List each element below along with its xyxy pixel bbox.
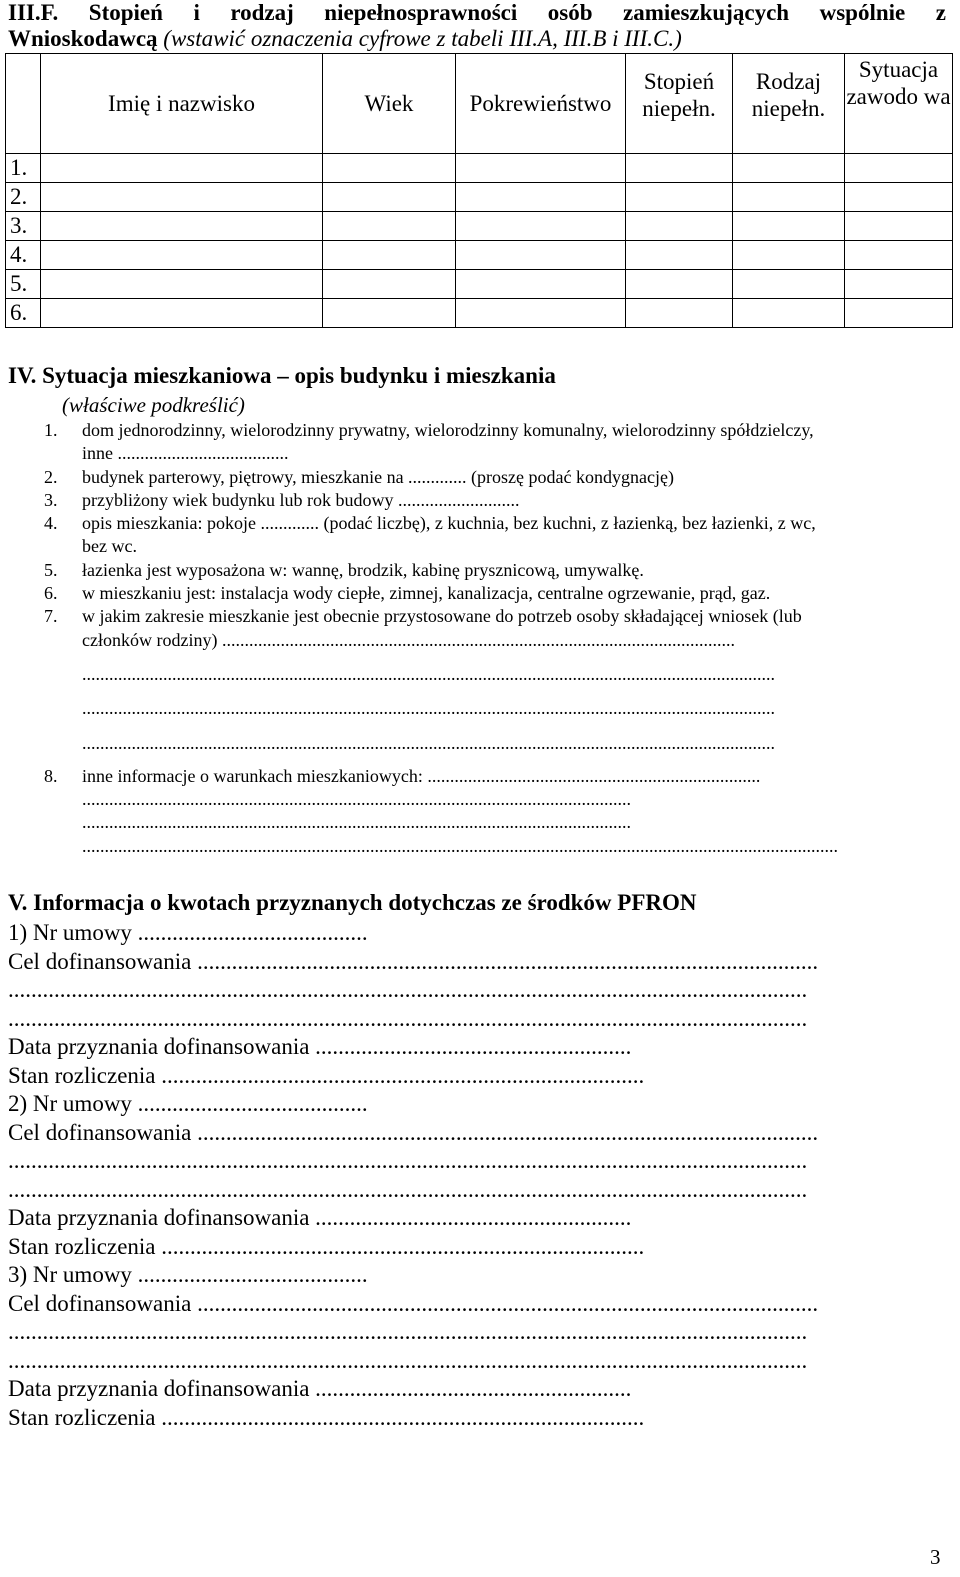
item-text: dom jednorodzinny, wielorodzinny prywatny, wielorodzinny komunalny, wielorodzinny spółdzielczy, [82, 420, 814, 440]
section-5-lines [8, 919, 948, 1432]
header-number [6, 54, 41, 154]
cell-employment[interactable] [845, 241, 953, 270]
funding-line: ........................................................................................................................................... [8, 977, 808, 1002]
cell-relationship[interactable] [456, 212, 626, 241]
item-number: 5. [44, 559, 58, 580]
section-3f-instruction: (wstawić oznaczenia cyfrowe z tabeli III.A, III.B i III.C.) [163, 26, 682, 51]
page-number: 3 [930, 1545, 941, 1569]
cell-age[interactable] [323, 154, 456, 183]
funding-line: Cel dofinansowania ............................................................................................................ [8, 1119, 819, 1145]
cell-type[interactable] [733, 183, 845, 212]
section-3f-title-line2 [8, 26, 946, 52]
cell-type[interactable] [733, 299, 845, 328]
funding-line: 2) Nr umowy ........................................ [8, 1091, 368, 1116]
row-number: 6. [6, 299, 41, 328]
header-disability-degree: Stopień niepełn. [626, 54, 733, 154]
title-word: rodzaj [230, 0, 294, 25]
item-number: 3. [44, 489, 58, 510]
cell-type[interactable] [733, 241, 845, 270]
header-disability-type: Rodzaj niepełn. [733, 54, 845, 154]
funding-line: ........................................................................................................................................... [8, 1148, 808, 1173]
funding-line: ........................................................................................................................................... [8, 1319, 808, 1344]
item-text: w jakim zakresie mieszkanie jest obecnie przystosowane do potrzeb osoby składającej wniosek (lub [82, 606, 802, 627]
item-number: 7. [44, 606, 58, 627]
cell-name[interactable] [41, 183, 323, 212]
housing-item [44, 466, 944, 489]
item-continuation: .......................................................................................................................................................... [82, 732, 775, 753]
cell-degree[interactable] [626, 212, 733, 241]
cell-relationship[interactable] [456, 299, 626, 328]
cell-name[interactable] [41, 241, 323, 270]
funding-line: ........................................................................................................................................... [8, 1005, 808, 1031]
funding-line: Stan rozliczenia .................................................................................... [8, 1404, 645, 1430]
item-continuation: inne ...................................... [82, 443, 289, 464]
item-continuation: .......................................................................................................................................................... [82, 663, 775, 684]
cell-age[interactable] [323, 241, 456, 270]
item-continuation: .......................................................................................................................................................... [82, 698, 775, 719]
header-name: Imię i nazwisko [41, 54, 323, 154]
title-word: Stopień [88, 0, 163, 25]
row-number: 3. [6, 212, 41, 241]
row-number: 1. [6, 154, 41, 183]
table-row [6, 212, 953, 241]
row-number: 4. [6, 241, 41, 270]
section-4-title: IV. Sytuacja mieszkaniowa – opis budynku i mieszkania [8, 363, 556, 388]
header-relationship: Pokrewieństwo [456, 54, 626, 154]
cell-employment[interactable] [845, 183, 953, 212]
housing-item [44, 582, 944, 605]
funding-line: Cel dofinansowania ............................................................................................................ [8, 948, 819, 974]
cell-name[interactable] [41, 299, 323, 328]
section-3f-title-line1 [8, 0, 946, 26]
title-word: osób [547, 0, 593, 25]
funding-line: Stan rozliczenia .................................................................................... [8, 1062, 645, 1088]
title-word: i [193, 0, 200, 25]
cell-degree[interactable] [626, 299, 733, 328]
row-number: 2. [6, 183, 41, 212]
funding-line: ........................................................................................................................................... [8, 1347, 808, 1373]
funding-line: Data przyznania dofinansowania ....................................................... [8, 1034, 632, 1059]
table-row [6, 299, 953, 328]
item-continuation: .......................................................................................................................... [82, 812, 631, 833]
cell-relationship[interactable] [456, 270, 626, 299]
funding-line: 3) Nr umowy ........................................ [8, 1262, 368, 1287]
item-text: w mieszkaniu jest: instalacja wody ciepłe, zimnej, kanalizacja, centralne ogrzewanie, prąd, gaz. [82, 583, 771, 604]
funding-line: Stan rozliczenia .................................................................................... [8, 1233, 645, 1259]
item-text: inne informacje o warunkach mieszkaniowych: .......................................................................... [82, 765, 761, 786]
item-text: przybliżony wiek budynku lub rok budowy ........................... [82, 489, 520, 510]
row-number: 5. [6, 270, 41, 299]
housing-item [44, 765, 944, 858]
cell-type[interactable] [733, 270, 845, 299]
item-continuation: bez wc. [82, 536, 137, 557]
cell-name[interactable] [41, 212, 323, 241]
housing-item [44, 489, 944, 512]
section-3f-applicant-word: Wnioskodawcą [8, 26, 158, 51]
title-word: z [935, 0, 946, 25]
funding-line: ........................................................................................................................................... [8, 1176, 808, 1202]
household-disability-table [5, 53, 953, 328]
cell-relationship[interactable] [456, 241, 626, 270]
table-header-row [6, 54, 953, 154]
table-row [6, 154, 953, 183]
item-text: opis mieszkania: pokoje ............. (podać liczbę), z kuchnia, bez kuchni, z łazienką, bez łazienki, z wc, [82, 513, 816, 534]
cell-degree[interactable] [626, 154, 733, 183]
cell-name[interactable] [41, 154, 323, 183]
item-number: 8. [44, 765, 58, 786]
item-text: budynek parterowy, piętrowy, mieszkanie na ............. (proszę podać kondygnację) [82, 466, 674, 487]
item-continuation: członków rodziny) .................................................................................................................. [82, 629, 735, 650]
housing-item [44, 605, 944, 754]
cell-employment[interactable] [845, 212, 953, 241]
item-number: 4. [44, 513, 58, 534]
item-number: 2. [44, 466, 58, 487]
section-4-list [44, 419, 944, 858]
item-number: 1. [44, 420, 58, 440]
item-number: 6. [44, 583, 58, 604]
cell-degree[interactable] [626, 270, 733, 299]
cell-age[interactable] [323, 270, 456, 299]
title-word: III.F. [8, 0, 59, 25]
section-4-note: (właściwe podkreślić) [62, 393, 245, 417]
cell-age[interactable] [323, 212, 456, 241]
cell-degree[interactable] [626, 183, 733, 212]
table-row [6, 241, 953, 270]
header-age: Wiek [323, 54, 456, 154]
cell-type[interactable] [733, 154, 845, 183]
housing-item [44, 512, 944, 559]
housing-item [44, 559, 944, 582]
cell-degree[interactable] [626, 241, 733, 270]
item-continuation: ........................................................................................................................................................................ [82, 835, 838, 856]
funding-line: Data przyznania dofinansowania ....................................................... [8, 1205, 632, 1230]
section-5-title: V. Informacja o kwotach przyznanych dotychczas ze środków PFRON [8, 890, 697, 915]
item-continuation: .......................................................................................................................... [82, 789, 631, 810]
funding-line: 1) Nr umowy ........................................ [8, 920, 368, 945]
cell-type[interactable] [733, 212, 845, 241]
item-text: łazienka jest wyposażona w: wannę, brodzik, kabinę prysznicową, umywalkę. [82, 559, 644, 580]
section-3f-heading [8, 0, 946, 52]
funding-line: Data przyznania dofinansowania ....................................................... [8, 1376, 632, 1401]
title-word: niepełnosprawności [324, 0, 518, 25]
cell-relationship[interactable] [456, 183, 626, 212]
cell-employment[interactable] [845, 154, 953, 183]
title-word: wspólnie [819, 0, 906, 25]
cell-age[interactable] [323, 183, 456, 212]
funding-line: Cel dofinansowania ............................................................................................................ [8, 1290, 819, 1316]
cell-employment[interactable] [845, 299, 953, 328]
cell-employment[interactable] [845, 270, 953, 299]
cell-name[interactable] [41, 270, 323, 299]
table-row [6, 270, 953, 299]
table-row [6, 183, 953, 212]
housing-item [44, 419, 944, 466]
cell-age[interactable] [323, 299, 456, 328]
title-word: zamieszkujących [623, 0, 790, 25]
header-employment-status: Sytuacja zawodo wa [845, 54, 953, 154]
cell-relationship[interactable] [456, 154, 626, 183]
